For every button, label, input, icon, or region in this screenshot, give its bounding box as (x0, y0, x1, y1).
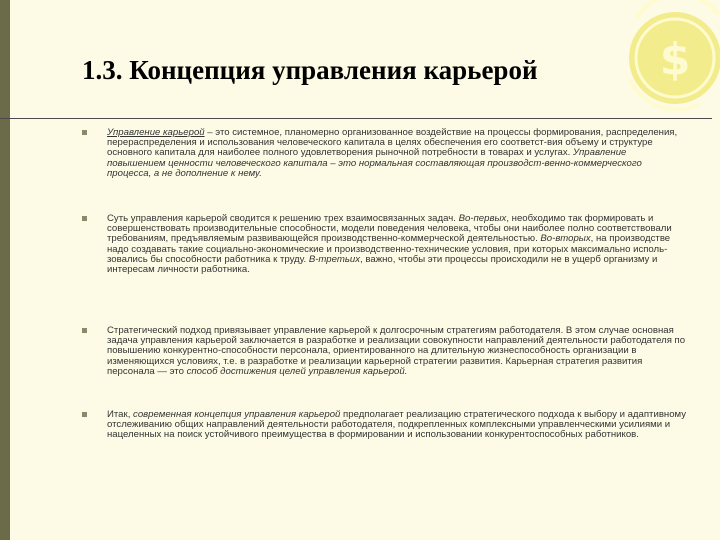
bullet-2-part-6: В-третьих (308, 253, 361, 265)
square-bullet-icon (82, 216, 87, 221)
bullet-2-part-1: Суть управления карьерой сводится к решению трех взаимосвязанных задач. (107, 213, 459, 224)
left-sidebar-bar (0, 0, 10, 540)
bullet-2-part-7: , важно, чтобы эти процессы происходили не в ущерб организму и интересам личности работника. (107, 253, 658, 276)
bullet-1-part-2: – это системное, планомерно организованное воздействие на процессы формирования, распределения, перераспределения и использования человеческого капитала в целях обеспечения его соответст-вия объему и структуре основного капитала для наиболее полного удовлетворения рыночной потребности в товарах и услугах. (107, 127, 678, 159)
title-divider (0, 118, 712, 119)
bullet-text-1 (107, 128, 687, 179)
bullet-text-2 (107, 214, 687, 275)
square-bullet-icon (82, 412, 87, 417)
square-bullet-icon (82, 130, 87, 135)
bullet-4-part-1: Итак, (107, 409, 134, 420)
term-career-management: Управление карьерой (107, 127, 205, 138)
bullet-2-part-3: , необходимо так формировать и совершенствовать производительные способности, модели поведения человека, чтобы они наиболее полно соответствовали требованиям, предъявляемым развивающейся производственно-коммерческой деятельностью. (107, 213, 672, 245)
bullet-3-part-1: Стратегический подход привязывает управление карьерой к долгосрочным стратегиям работодателя. В этом случае основная задача управления карьерой заключается в разработке и реализации совокупности направлений деятельности работодателя по повышению конкурентно-способности персонала, ориентированного на длительную жизнеспособность организации в изменяющихся условиях, т.е. в разработке и реализации карьерной стратегии развития. Карьерная стратегия развития персонала — это (107, 325, 686, 377)
bullet-2-part-2: Во-первых (458, 213, 507, 224)
dollar-coin-icon (600, 0, 720, 120)
bullet-text-4 (107, 410, 687, 441)
slide-title: 1.3. Концепция управления карьерой (82, 55, 538, 85)
square-bullet-icon (82, 328, 87, 333)
bullet-2-part-4: Во-вторых (540, 233, 591, 245)
bullet-4-part-2: современная концепция управления карьерой (133, 409, 341, 420)
bullet-2-part-5: , на производстве надо создавать такие социально-экономические и производственно-технические условия, при которых максимально исполь-зовались бы способности работника к труду. (107, 233, 671, 265)
bullet-text-3 (107, 326, 687, 377)
svg-text:$: $ (659, 34, 691, 85)
bullet-3-part-2: способ достижения целей управления карьерой. (186, 365, 408, 377)
bullet-1-part-3: Управление повышением ценности человеческого капитала – это нормальная составляющая производст-венно-коммерческого процесса, а не дополнение к нему. (107, 147, 642, 179)
bullet-4-part-3: предполагает реализацию стратегического подхода к выбору и адаптивному отслеживанию общих направлений деятельности работодателя, подкрепленных комплексными управленческими усилиями и нацеленных на поиск устойчивого преимущества в формировании и использовании конкурентоспособных работников. (107, 409, 687, 441)
